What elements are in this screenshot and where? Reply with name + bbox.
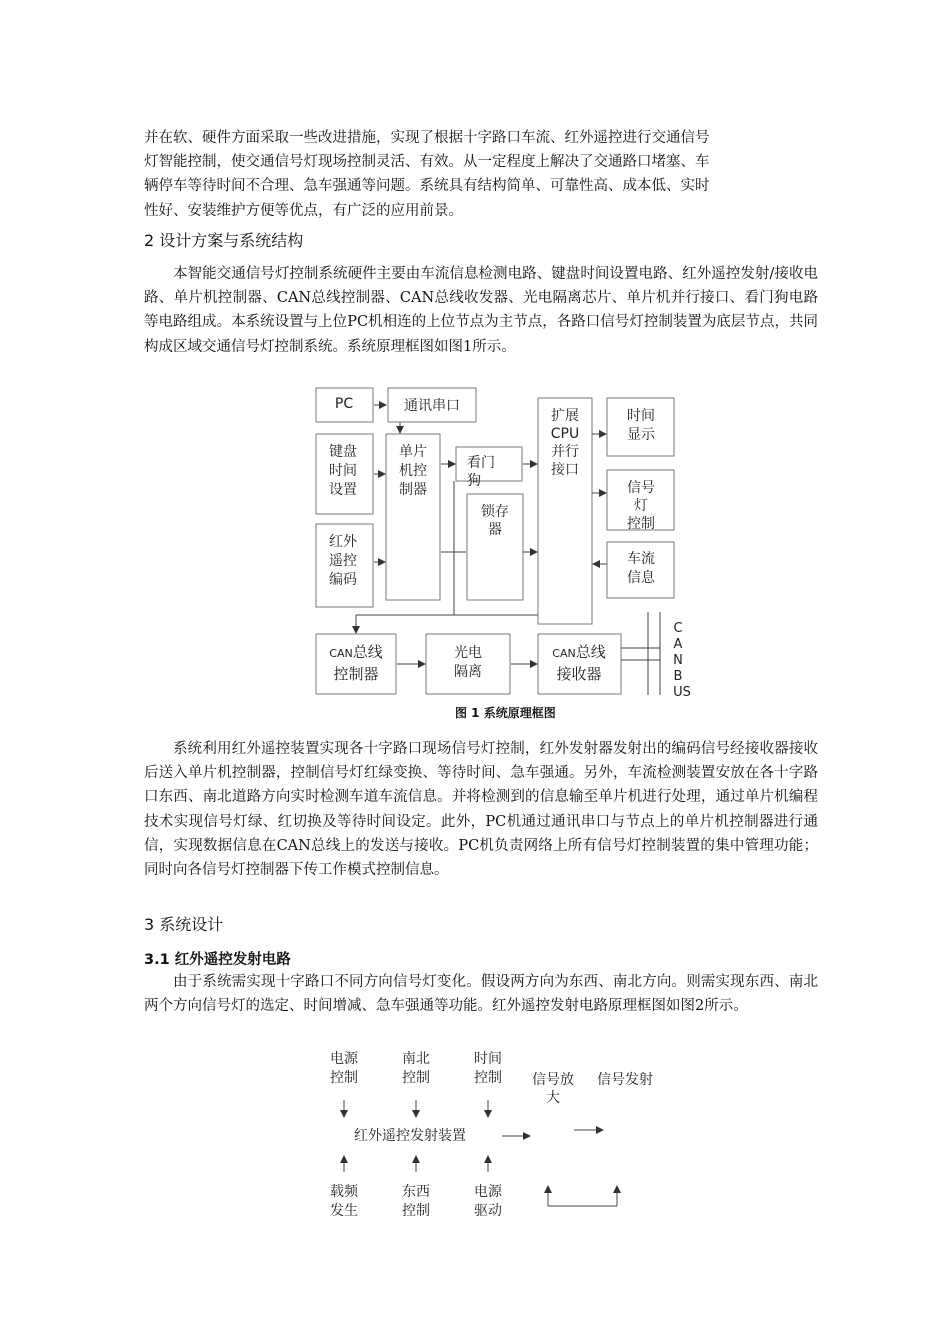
svg-text:控制: 控制 — [474, 1070, 502, 1086]
opto-isolation-box — [426, 634, 510, 694]
carrier-label — [330, 1183, 359, 1219]
traffic-info-label: 信息 — [627, 570, 655, 586]
ew-control-label — [402, 1184, 430, 1219]
time-control-label — [474, 1051, 502, 1086]
svg-text:载频: 载频 — [330, 1184, 358, 1200]
ir-encoder-label: 遥控 — [329, 553, 357, 569]
power-control-label — [330, 1050, 359, 1086]
svg-text:电源: 电源 — [330, 1051, 358, 1067]
ir-encoder-label: 编码 — [329, 572, 357, 588]
figure1-description — [144, 737, 818, 882]
can-bus-lines — [621, 612, 660, 695]
traffic-info-box — [607, 542, 674, 598]
time-display-label: 显示 — [627, 427, 655, 443]
svg-text:N: N — [673, 653, 683, 668]
svg-text:C: C — [673, 621, 683, 636]
section3-1-paragraph — [144, 970, 818, 1018]
ir-encoder-label: 红外 — [329, 534, 357, 550]
mcu-label: 单片 — [399, 444, 427, 460]
can-controller-label: 控制器 — [333, 665, 379, 683]
can-controller-label: CAN总线 — [329, 643, 383, 661]
signal-control-label: 信号 — [627, 480, 655, 496]
intro-line: 辆停车等待时间不合理、急车强通等问题。系统具有结构简单、可靠性高、成本低、实时 — [144, 178, 710, 195]
cpu-parallel-label: 扩展 — [551, 408, 579, 424]
latch-label: 锁存 — [481, 504, 509, 520]
pc-label: PC — [334, 396, 354, 412]
watchdog-label: 看门 — [467, 455, 495, 471]
ns-control-label — [402, 1050, 430, 1086]
svg-text:控制: 控制 — [402, 1070, 430, 1086]
svg-text:驱动: 驱动 — [474, 1203, 502, 1219]
svg-text:B: B — [673, 669, 683, 684]
signal-control-label: 灯 — [634, 498, 648, 514]
section3-heading: 3 系统设计 — [144, 915, 224, 934]
section3-1-text: 由于系统需实现十字路口不同方向信号灯变化。假设两方向为东西、南北方向。则需实现东西、南北两个方向信号灯的选定、时间增减、急车强通等功能。红外遥控发射电路原理框图如图2所示。 — [144, 974, 818, 1015]
pc-box — [316, 388, 373, 422]
can-bus-label — [673, 621, 691, 700]
figure1-caption: 图 1 系统原理框图 — [455, 706, 556, 720]
figure1-description-text: 系统利用红外遥控装置实现各十字路口现场信号灯控制，红外发射器发射出的编码信号经接收器接收后送入单片机控制器，控制信号灯红绿变换、等待时间、急车强通。另外，车流检测装置安放在各十字路口东西、南北道路方向实时检测车道车流信息。并将检测到的信息输至单片机进行处理，通过单片机编程技术实现信号灯绿、红切换及等待时间设定。此外，PC机通过通讯串口与节点上的单片机控制器进行通信，实现数据信息在CAN总线上的发送与接收。PC机负责网络上所有信号灯控制装置的集中管理功能；同时向各信号灯控制器下传工作模式控制信息。 — [144, 741, 818, 879]
time-display-label: 时间 — [627, 408, 655, 424]
ir-encoder-box — [316, 524, 373, 607]
intro-line: 灯智能控制，使交通信号灯现场控制灵活、有效。从一定程度上解决了交通路口堵塞、车 — [144, 154, 710, 171]
can-controller-box — [316, 634, 396, 694]
section2-paragraph — [144, 262, 818, 359]
keyboard-label: 键盘 — [329, 444, 357, 460]
svg-text:US: US — [673, 685, 691, 700]
intro-line: 性好、安装维护方便等优点，有广泛的应用前景。 — [144, 202, 463, 219]
serial-port-label: 通讯串口 — [404, 398, 460, 414]
keyboard-box — [316, 434, 373, 514]
svg-text:控制: 控制 — [330, 1070, 358, 1086]
power-drive-label — [474, 1183, 503, 1219]
svg-text:A: A — [673, 637, 683, 652]
opto-label: 光电 — [454, 645, 482, 661]
cpu-parallel-label: 并行 — [551, 444, 579, 460]
intro-line: 并在软、硬件方面采取一些改进措施，实现了根据十字路口车流、红外遥控进行交通信号 — [144, 130, 710, 146]
traffic-info-label: 车流 — [627, 551, 655, 567]
figure1-diagram — [300, 380, 700, 705]
keyboard-label: 时间 — [329, 463, 357, 479]
section3-1-heading: 3.1 红外遥控发射电路 — [144, 952, 291, 968]
signal-emit-label: 信号发射 — [597, 1072, 653, 1088]
can-receiver-box — [538, 634, 621, 694]
ir-transmitter-label: 红外遥控发射装置 — [354, 1128, 466, 1144]
cpu-parallel-label: CPU — [550, 426, 580, 442]
can-receiver-label: CAN总线 — [552, 643, 606, 661]
figure2-diagram — [300, 1040, 680, 1230]
time-display-box — [607, 398, 674, 456]
watchdog-box — [456, 447, 522, 489]
watchdog-label: 狗 — [467, 473, 481, 489]
signal-control-box — [607, 470, 674, 532]
intro-paragraph — [144, 126, 818, 223]
mcu-box — [386, 434, 440, 600]
section2-text: 本智能交通信号灯控制系统硬件主要由车流信息检测电路、键盘时间设置电路、红外遥控发射/接收电路、单片机控制器、CAN总线控制器、CAN总线收发器、光电隔离芯片、单片机并行接口、看门狗电路等电路组成。本系统设置与上位PC机相连的上位节点为主节点，各路口信号灯控制装置为底层节点，共同构成区域交通信号灯控制系统。系统原理框图如图1所示。 — [144, 266, 818, 355]
mcu-label: 机控 — [399, 463, 427, 479]
svg-text:东西: 东西 — [402, 1184, 430, 1200]
can-receiver-label: 接收器 — [556, 665, 602, 683]
svg-text:时间: 时间 — [474, 1051, 502, 1067]
serial-port-box — [388, 388, 476, 422]
signal-amp-label — [532, 1072, 574, 1106]
mcu-label: 制器 — [399, 482, 427, 498]
cpu-parallel-box — [538, 398, 592, 624]
svg-text:电源: 电源 — [474, 1184, 502, 1200]
signal-control-label: 控制 — [627, 516, 655, 532]
latch-box — [467, 494, 523, 600]
svg-text:大: 大 — [546, 1090, 560, 1106]
opto-label: 隔离 — [454, 664, 482, 680]
svg-text:发生: 发生 — [330, 1203, 358, 1219]
svg-text:南北: 南北 — [402, 1051, 430, 1067]
svg-text:信号放: 信号放 — [532, 1072, 574, 1088]
keyboard-label: 设置 — [329, 482, 357, 498]
cpu-parallel-label: 接口 — [551, 462, 579, 478]
section2-heading: 2 设计方案与系统结构 — [144, 231, 304, 250]
svg-text:控制: 控制 — [402, 1203, 430, 1219]
latch-label: 器 — [488, 522, 502, 538]
